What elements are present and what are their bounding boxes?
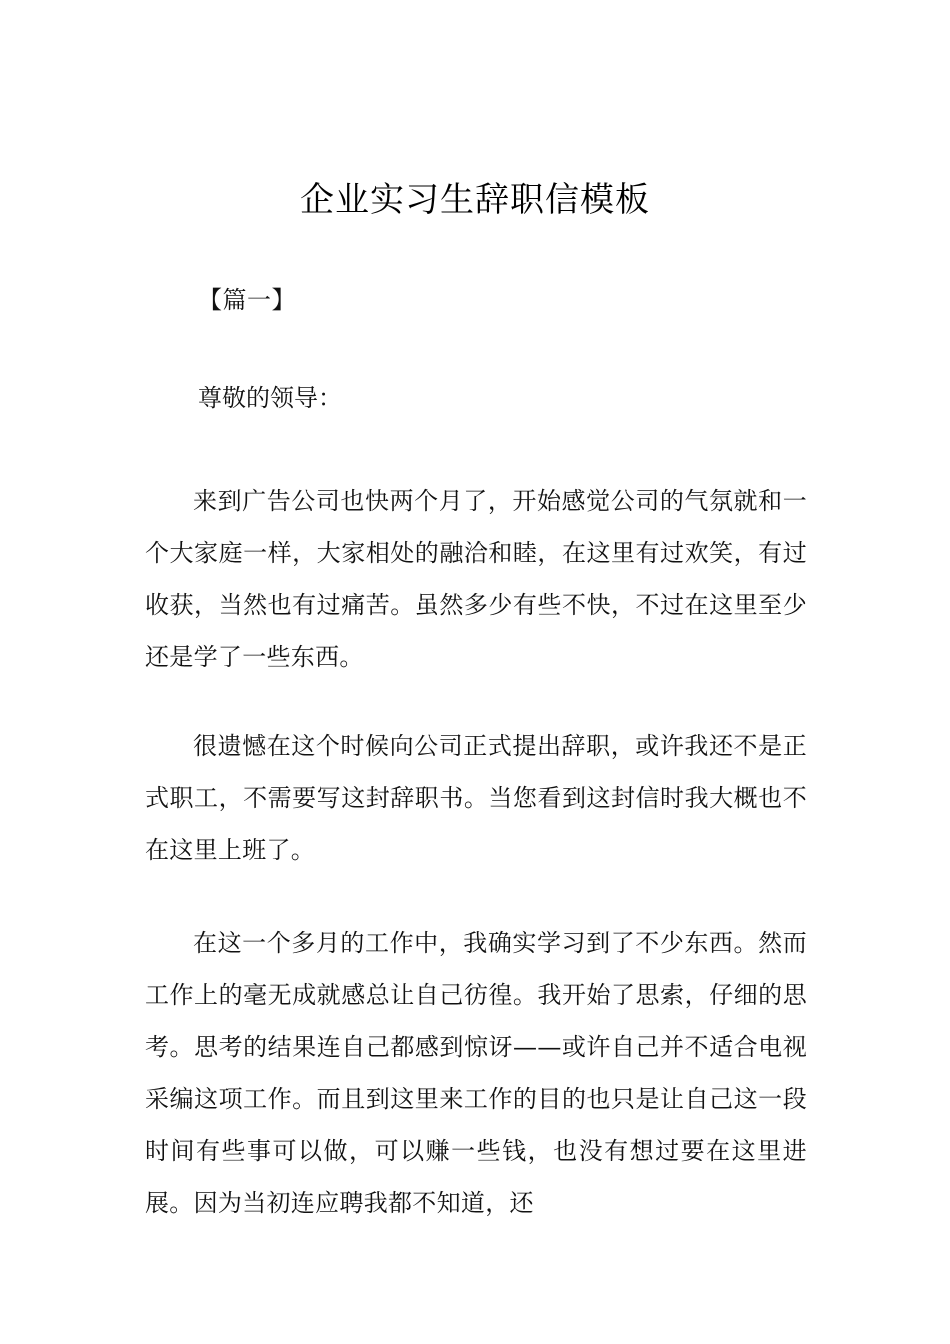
paragraph-3: 在这一个多月的工作中，我确实学习到了不少东西。然而工作上的毫无成就感总让自己彷徨。我开始了思索，仔细的思考。思考的结果连自己都感到惊讶——或许自己并不适合电视采编这项工作。而且到这里来工作的目的也只是让自己这一段时间有些事可以做，可以赚一些钱，也没有想过要在这里进展。因为当初连应聘我都不知道，还 [145, 929, 807, 1217]
section-tag: 【篇一】 [198, 286, 296, 314]
salutation: 尊敬的领导： [198, 384, 342, 412]
document-title: 企业实习生辞职信模板 [300, 180, 650, 220]
paragraph-2: 很遗憾在这个时候向公司正式提出辞职，或许我还不是正式职工，不需要写这封辞职书。当您看到这封信时我大概也不在这里上班了。 [145, 732, 807, 864]
paragraph-1: 来到广告公司也快两个月了，开始感觉公司的气氛就和一个大家庭一样，大家相处的融洽和睦，在这里有过欢笑，有过收获，当然也有过痛苦。虽然多少有些不快，不过在这里至少还是学了一些东西。 [145, 487, 807, 671]
